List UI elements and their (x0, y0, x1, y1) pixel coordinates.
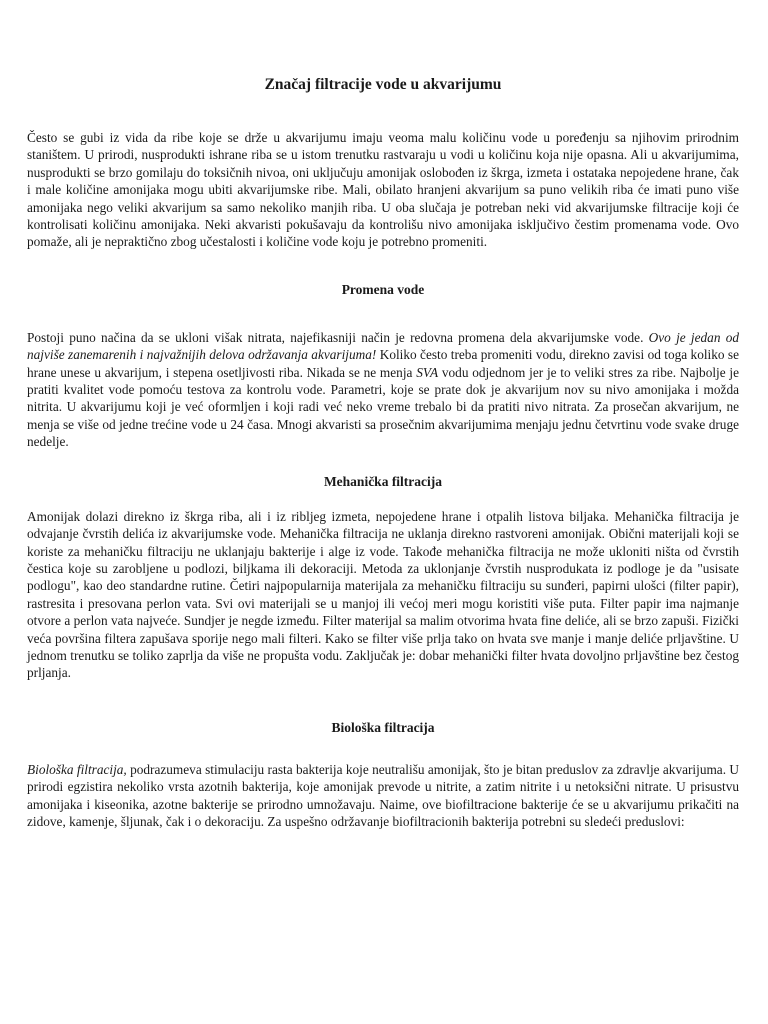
intro-paragraph: Često se gubi iz vida da ribe koje se drže u akvarijumu imaju veoma malu količinu vode u poređenju sa njihovim prirodnim staništem. U prirodi, nusprodukti ishrane riba se u istom trenutku rastvaraju u vodi u količinu koja nije opasna. Ali u akvarijumima, nusprodukti se brzo gomilaju do toksičnih nivoa, oni uključuju amonijak oslobođen iz škrga, izmeta i ostataka nepojedene hrane, čak i male količine amonijaka mogu ubiti akvarijumske ribe. Mali, obilato hranjeni akvarijum sa puno velikih riba će imati puno više amonijaka nego veliki akvarijum sa samo nekoliko manjih riba. U oba slučaja je potreban neki vid akvarijumske filtracije koji će kontrolisati količinu amonijaka. Neki akvaristi pokušavaju da kontrolišu nivo amonijaka isključivo čestim promenama vode. Ovo pomaže, ali je nepraktično zbog učestalosti i količine vode koju je potrebno promeniti. (27, 130, 739, 250)
mechanical-paragraph: Amonijak dolazi direkno iz škrga riba, ali i iz ribljeg izmeta, nepojedene hrane i otpalih listova biljaka. Mehanička filtracija je odvajanje čvrstih delića iz akvarijumske vode. Mehanička filtracija ne uklanja direkno rastvoreni amonijak. Obični materijali koji se koriste za mehaničku filtraciju ne uklanjaju bakterije i alge iz vode. Takođe mehanička filtracija ne može ukloniti ništa od čvrstih čestica koje su zarobljene u podlozi, biljkama ili dekoraciji. Metoda za uklonjanje čvrstih nusprodukata iz podloge je da "usisate podlogu", kao deo standardne rutine. Četiri najpopularnija materijala za mehaničku filtraciju su sunđeri, papirni ulošci (filter papir), rastresita i presovana perlon vata. Svi ovi materijali se u manjoj ili većoj meri mogu koristiti više puta. Filter papir ima najmanje otvore a perlon vata najveće. Sundjer je negde između. Filter materijal sa malim otvorima hvata fine deliće, ali se brzo zapuši. Fizički veća površina filtera zapušava sporije nego mali filteri. Kako se filter više prlja tako on hvata sve manje i manje deliće prljavštine. U jednom trenutku se toliko zaprlja da više ne propušta vodu. Zaključak je: dobar mehanički filter hvata dovoljno prljavštine bez čestog prljanja. (27, 508, 739, 681)
section-heading-mechanical: Mehanička filtracija (323, 473, 443, 489)
water-change-text-1: Postoji puno načina da se ukloni višak nitrata, najefikasniji način je redovna promena dela akvarijumske vode. (27, 329, 644, 345)
biological-text: podrazumeva stimulaciju rasta bakterija koje neutrališu amonijak, što je bitan preduslov za zdravlje akvarijuma. U prirodi egzistira nekoliko vrsta azotnih bakterija, koje amonijak prevode u nitrite, a zatim nitrite i u netoksični nitrate. U prisustvu amonijaka i kiseonika, azotne bakterije se prirodno umnožavaju. Naime, ove biofiltracione bakterije će se u akvarijumu prikačiti na zidove, kamenje, šljunak, čak i o dekoraciju. Za uspešno održavanje biofiltracionih bakterija potrebni su sledeći preduslovi: (27, 761, 739, 829)
water-change-italic-text: Ovo je jedan od najviše zanemarenih i najvažnijih delova održavanja akvarijuma! (27, 329, 740, 363)
document-title: Značaj filtracije vode u akvarijumu (264, 76, 502, 93)
water-change-paragraph (27, 329, 739, 451)
water-change-text-3: vodu odjednom jer je to veliki stres za ribe. Najbolje je pratiti kvalitet vode pomoću testova za kontrolu vode. Parametri, koje se prate dok je akvarijum nov su nivo amonijaka i možda nitrita. U akvarijumu koji je već oformljen i koji radi već neko vreme trebalo bi da pratiti nivo nitrata. Za prosečan akvarijum, ne menja se više od jedne trećine vode u 24 časa. Mnogi akvaristi sa prosečnim akvarijumima menjaju jednu četvrtinu vode svake druge nedelje. (27, 364, 739, 450)
water-change-sva-text: SVA (416, 364, 439, 380)
water-change-text-2: Koliko često treba promeniti vodu, direkno zavisi od toga koliko se hrane unese u akvarijum, i stepena osetljivosti riba. Nikada se ne menja (27, 347, 740, 380)
section-heading-water-change: Promena vode (341, 281, 425, 297)
biological-italic-term: Biološka filtracija, (27, 761, 127, 777)
biological-paragraph (27, 761, 739, 831)
section-heading-biological: Biološka filtracija (331, 719, 435, 735)
